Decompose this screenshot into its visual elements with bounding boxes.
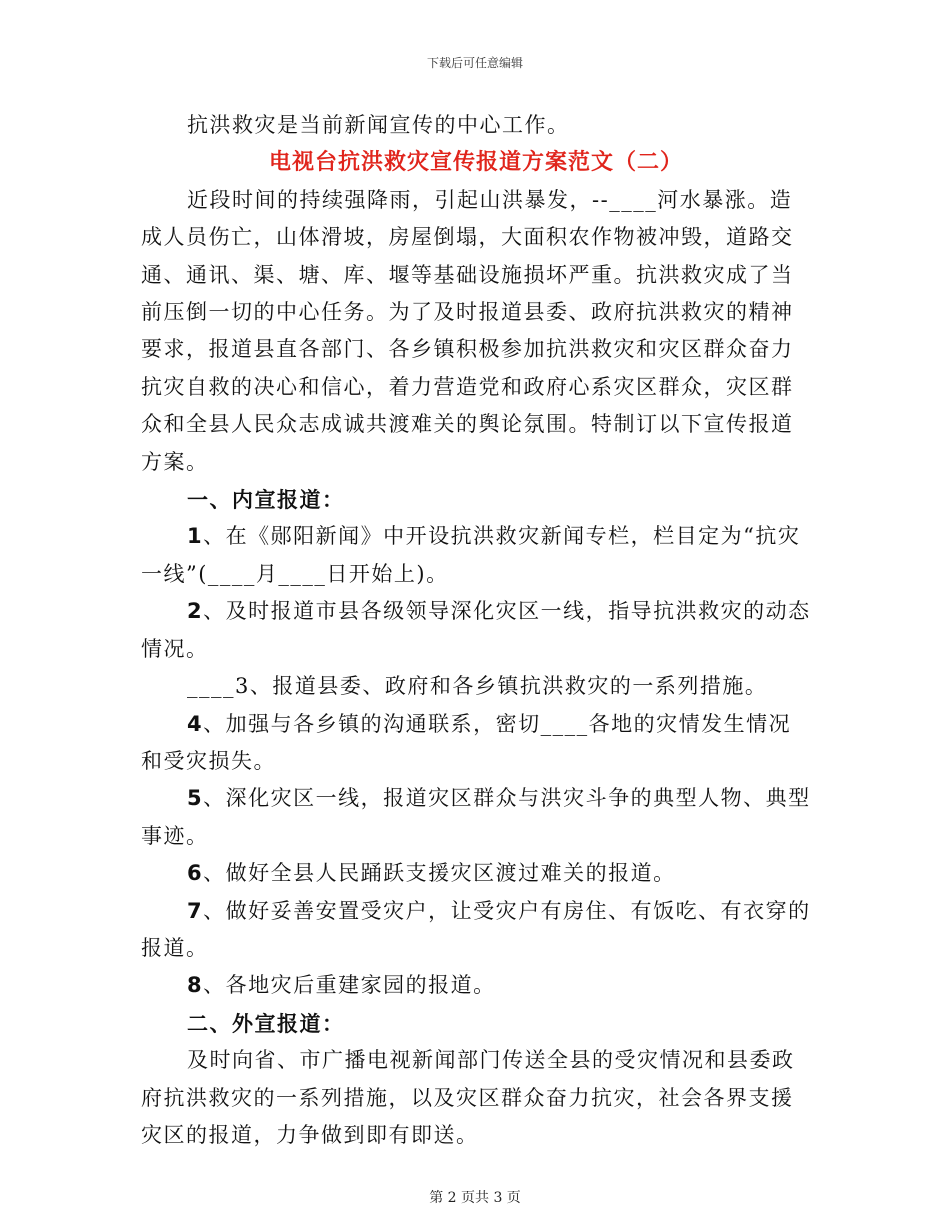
list-item xyxy=(141,668,811,705)
list-item-number: 2 xyxy=(187,599,204,624)
list-item-text: 、在《郧阳新闻》中开设抗洪救灾新闻专栏，栏目定为“抗灾一线”(____月____日开始上)。 xyxy=(141,524,801,586)
list-item-text: 、深化灾区一线，报道灾区群众与洪灾斗争的典型人物、典型事迹。 xyxy=(141,786,811,848)
list-item-text: 、各地灾后重建家园的报道。 xyxy=(203,973,496,998)
list-item xyxy=(141,518,811,593)
list-item-number: 5 xyxy=(187,786,204,811)
list-item-number: 8 xyxy=(187,973,204,998)
list-item xyxy=(141,855,811,892)
intro-paragraph: 抗洪救灾是当前新闻宣传的中心工作。 xyxy=(187,113,570,137)
list-item-text: ____3、报道县委、政府和各乡镇抗洪救灾的一系列措施。 xyxy=(187,674,768,699)
page-header: 下载后可任意编辑 xyxy=(426,56,523,70)
paragraph-1: 近段时间的持续强降雨，引起山洪暴发，--____河水暴涨。造成人员伤亡，山体滑坡，房屋倒塌，大面积农作物被冲毁，道路交通、通讯、渠、塘、库、堰等基础设施损坏严重。抗洪救灾成了当前压倒一切的中心任务。为了及时报道县委、政府抗洪救灾的精神要求，报道县直各部门、各乡镇积极参加抗洪救灾和灾区群众奋力抗灾自救的决心和信心，着力营造党和政府心系灾区群众，灾区群众和全县人民众志成诚共渡难关的舆论氛围。特制订以下宣传报道方案。 xyxy=(141,187,794,474)
list-item xyxy=(141,780,811,855)
list-item-text: 、加强与各乡镇的沟通联系，密切____各地的灾情发生情况和受灾损失。 xyxy=(141,711,792,773)
section-heading-external: 二、外宣报道： xyxy=(187,1010,345,1036)
document-body xyxy=(141,107,811,1154)
list-item-text: 、做好全县人民踊跃支援灾区渡过难关的报道。 xyxy=(203,861,676,886)
list-item-number: 1 xyxy=(187,524,204,549)
section-heading-internal: 一、内宣报道： xyxy=(187,487,345,513)
list-item xyxy=(141,893,811,968)
list-item-text: 、做好妥善安置受灾户，让受灾户有房住、有饭吃、有衣穿的报道。 xyxy=(141,898,811,960)
list-item-number: 4 xyxy=(187,711,204,736)
list-item xyxy=(141,706,811,781)
page-footer: 第 2 页共 3 页 xyxy=(429,1190,521,1206)
list-item xyxy=(141,593,811,668)
list-item-text: 、及时报道市县各级领导深化灾区一线，指导抗洪救灾的动态情况。 xyxy=(141,599,811,661)
list-item-number: 6 xyxy=(187,861,204,886)
paragraph-2: 及时向省、市广播电视新闻部门传送全县的受灾情况和县委政府抗洪救灾的一系列措施，以及灾区群众奋力抗灾，社会各界支援灾区的报道，力争做到即有即送。 xyxy=(141,1048,795,1147)
list-item-number: 7 xyxy=(187,898,204,923)
list-item xyxy=(141,967,811,1004)
document-title: 电视台抗洪救灾宣传报道方案范文（二） xyxy=(268,149,683,176)
